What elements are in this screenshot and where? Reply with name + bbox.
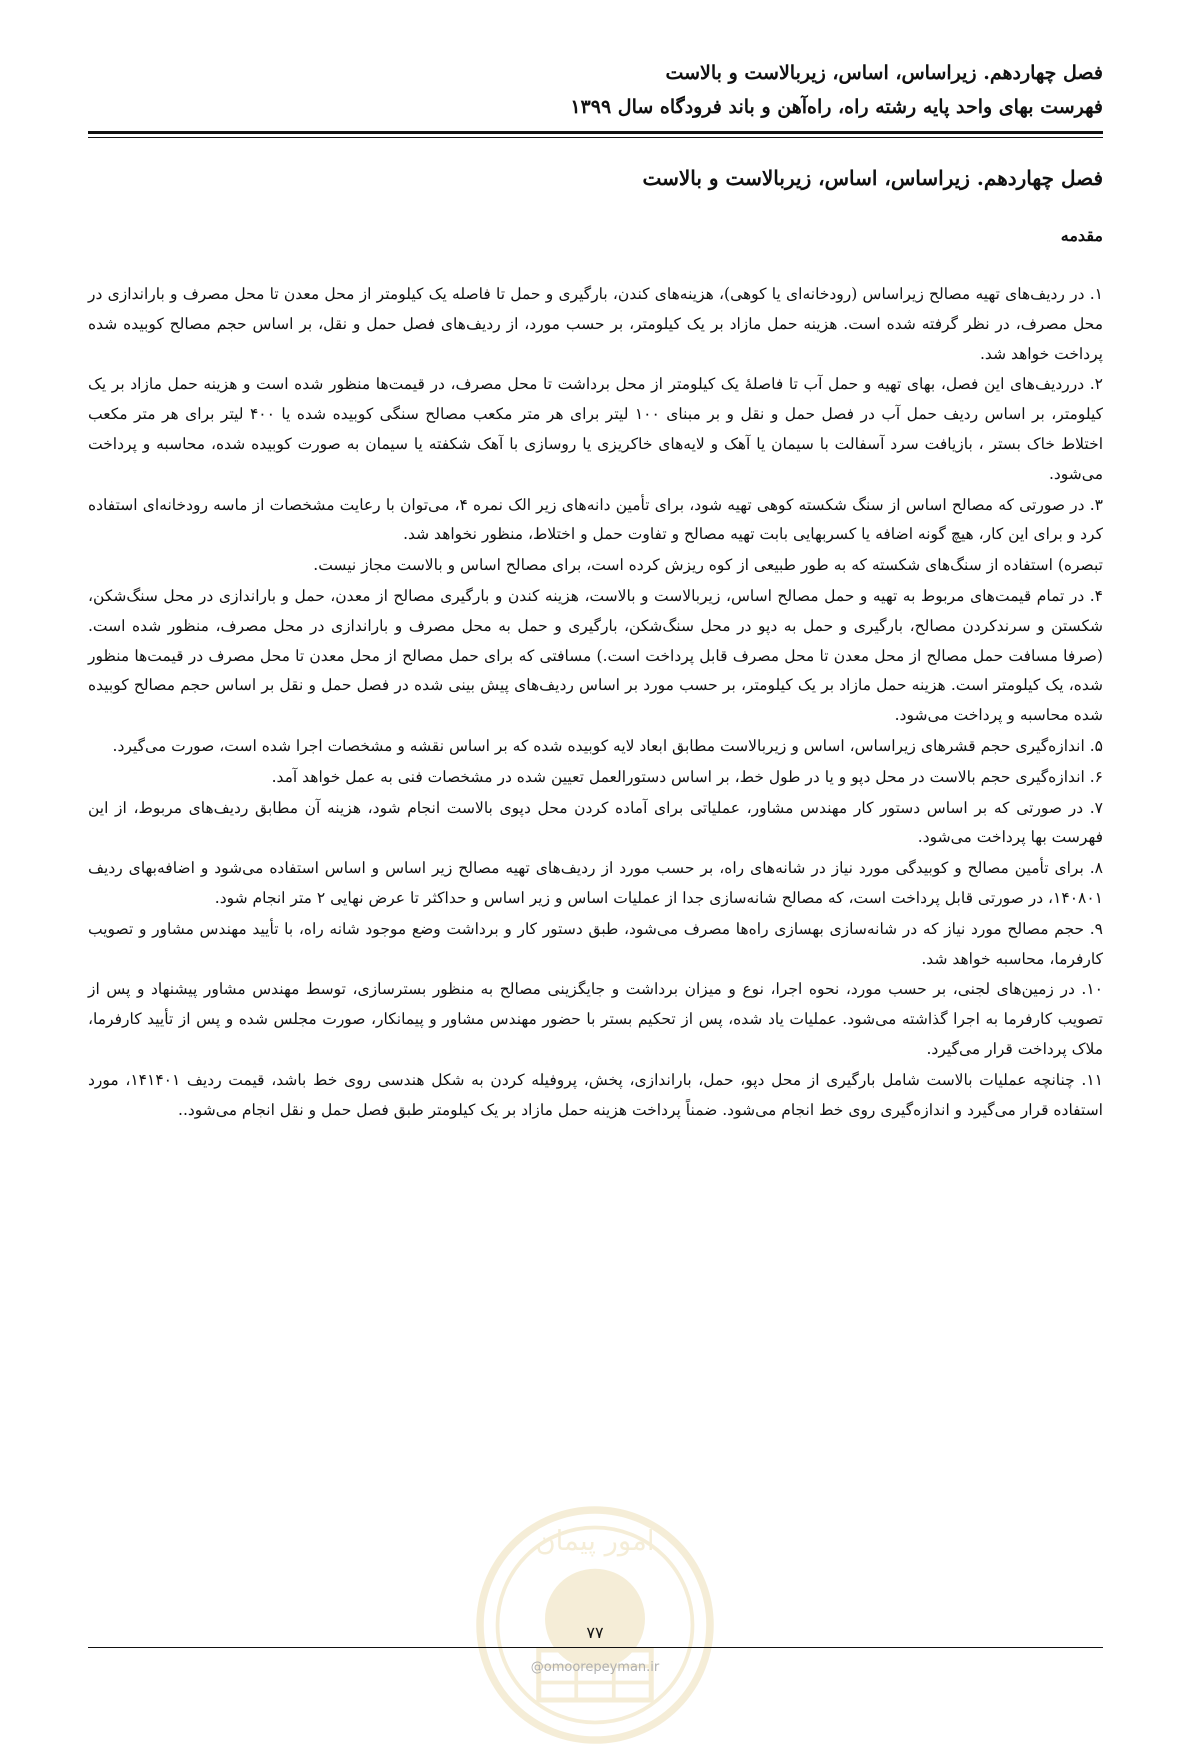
paragraph-8: ۸. برای تأمین مصالح و کوبیدگی مورد نیاز در شانه‌های راه، بر حسب مورد از ردیف‌های تهیه مصالح زیر اساس و اساس استفاده می‌شود و اضافه‌بهای ردیف ۱۴۰۸۰۱، در صورتی قابل پرداخت است، که مصالح شانه‌سازی جدا از عملیات اساس و زیر اساس و حداکثر تا عرض نهایی ۲ متر انجام شود.	[88, 859, 1103, 907]
paragraph-1: ۱. در ردیف‌های تهیه مصالح زیراساس (رودخانه‌ای یا کوهی)، هزینه‌های کندن، بارگیری و حمل تا فاصله یک کیلومتر از محل معدن تا محل مصرف و باراندازی در محل مصرف، در نظر گرفته شده است. هزینه حمل مازاد بر یک کیلومتر، بر حسب مورد، از ردیف‌های فصل حمل و نقل، بر اساس حجم مصالح کوبیده شده پرداخت خواهد شد.	[88, 285, 1103, 363]
seal-text: امور پیمان	[535, 1525, 655, 1557]
header-divider-thin	[88, 137, 1103, 138]
paragraph-2: ۲. درردیف‌های این فصل، بهای تهیه و حمل آب تا فاصلهٔ یک کیلومتر از محل برداشت تا محل مصرف، در قیمت‌ها منظور شده است و هزینه حمل مازاد بر یک کیلومتر، بر اساس ردیف حمل آب در فصل حمل و نقل و بر مبنای ۱۰۰ لیتر برای هر متر مکعب مصالح سنگی کوبیده شده یا ۴۰۰ لیتر برای هر متر مکعب اختلاط خاک بستر ، بازیافت سرد آسفالت با سیمان یا آهک و لایه‌های خاکریزی یا روسازی با آهک شکفته یا سیمان به صورت کوبیده شده، محاسبه و پرداخت می‌شود.	[88, 375, 1104, 483]
paragraph-3: ۳. در صورتی که مصالح اساس از سنگ شکسته کوهی تهیه شود، برای تأمین دانه‌های زیر الک نمره ۴، می‌توان با رعایت مشخصات از ماسه رودخانه‌ای استفاده کرد و برای این کار، هیچ گونه اضافه یا کسربهایی بابت تهیه مصالح و تفاوت حمل و اختلاط، منظور نخواهد شد.	[88, 495, 1103, 544]
header-chapter-title: فصل چهاردهم. زیراساس، اساس، زیربالاست و بالاست	[665, 62, 1103, 84]
paragraph-5: ۵. اندازه‌گیری حجم قشرهای زیراساس، اساس و زیربالاست مطابق ابعاد لایه کوبیده شده که بر اساس نقشه و مشخصات اجرا شده است، صورت می‌گیرد.	[112, 736, 1103, 755]
paragraph-10: ۱۰. در زمین‌های لجنی، بر حسب مورد، نحوه اجرا، نوع و میزان برداشت و جایگزینی مصالح به منظور بسترسازی، توسط مهندس مشاور پیشنهاد و پس از تصویب کارفرما به اجرا گذاشته می‌شود. عملیات یاد شده، پس از تحکیم بستر با حضور مهندس مشاور و پیمانکار، صورت مجلس شده و پس از تأیید کارفرما، ملاک پرداخت قرار می‌گیرد.	[88, 980, 1103, 1058]
paragraph-7: ۷. در صورتی که بر اساس دستور کار مهندس مشاور، عملیاتی برای آماده کردن محل دپوی بالاست انجام شود، هزینه آن مطابق ردیف‌های مربوط، از این فهرست بها پرداخت می‌شود.	[88, 798, 1103, 847]
paragraph-4: ۴. در تمام قیمت‌های مربوط به تهیه و حمل مصالح اساس، زیربالاست و بالاست، هزینه کندن و بارگیری مصالح از معدن، حمل و باراندازی در محل سنگ‌شکن، شکستن و سرندکردن مصالح، بارگیری و حمل به دپو در محل سنگ‌شکن، بارگیری و حمل به محل مصرف و باراندازی در محل مصرف، منظور شده است. (صرفا مسافت حمل مصالح از محل معدن تا محل مصرف قابل پرداخت است.) مسافتی که برای حمل مصالح از محل معدن تا محل مصرف در قیمت‌ها منظور شده، یک کیلومتر است. هزینه حمل مازاد بر یک کیلومتر، بر حسب مورد بر اساس ردیف‌های پیش بینی شده در فصل حمل و نقل بر اساس حجم مصالح کوبیده شده محاسبه و پرداخت می‌شود.	[88, 586, 1103, 725]
paragraph-note: تبصره) استفاده از سنگ‌های شکسته که به طور طبیعی از کوه ریزش کرده است، برای مصالح اساس و بالاست مجاز نیست.	[313, 556, 1103, 575]
body-text	[88, 280, 1103, 1126]
page-number: ۷۷	[586, 1623, 604, 1642]
intro-heading: مقدمه	[1060, 226, 1103, 245]
section-title: فصل چهاردهم. زیراساس، اساس، زیربالاست و بالاست	[642, 166, 1103, 190]
footer-divider	[88, 1647, 1103, 1648]
header-divider-thick	[88, 131, 1103, 134]
paragraph-6: ۶. اندازه‌گیری حجم بالاست در محل دپو و یا در طول خط، بر اساس دستورالعمل تعیین شده در مشخصات فنی به عمل خواهد آمد.	[271, 767, 1103, 786]
header-catalog-title: فهرست بهای واحد پایه رشته راه، راه‌آهن و باند فرودگاه سال ۱۳۹۹	[570, 96, 1103, 118]
paragraph-11: ۱۱. چنانچه عملیات بالاست شامل بارگیری از محل دپو، حمل، باراندازی، پخش، پروفیله کردن به شکل هندسی روی خط باشد، قیمت ردیف ۱۴۱۴۰۱، مورد استفاده قرار می‌گیرد و اندازه‌گیری روی خط انجام می‌شود. ضمناً پرداخت هزینه حمل مازاد بر یک کیلومتر طبق فصل حمل و نقل انجام می‌شود..	[88, 1070, 1103, 1119]
paragraph-9: ۹. حجم مصالح مورد نیاز که در شانه‌سازی بهسازی راه‌ها مصرف می‌شود، طبق دستور کار و برداشت وضع موجود شانه راه، با تأیید مهندس مشاور و تصویب کارفرما، محاسبه خواهد شد.	[88, 919, 1103, 968]
watermark-site-text: @omoorepeyman.ir	[530, 1660, 660, 1675]
